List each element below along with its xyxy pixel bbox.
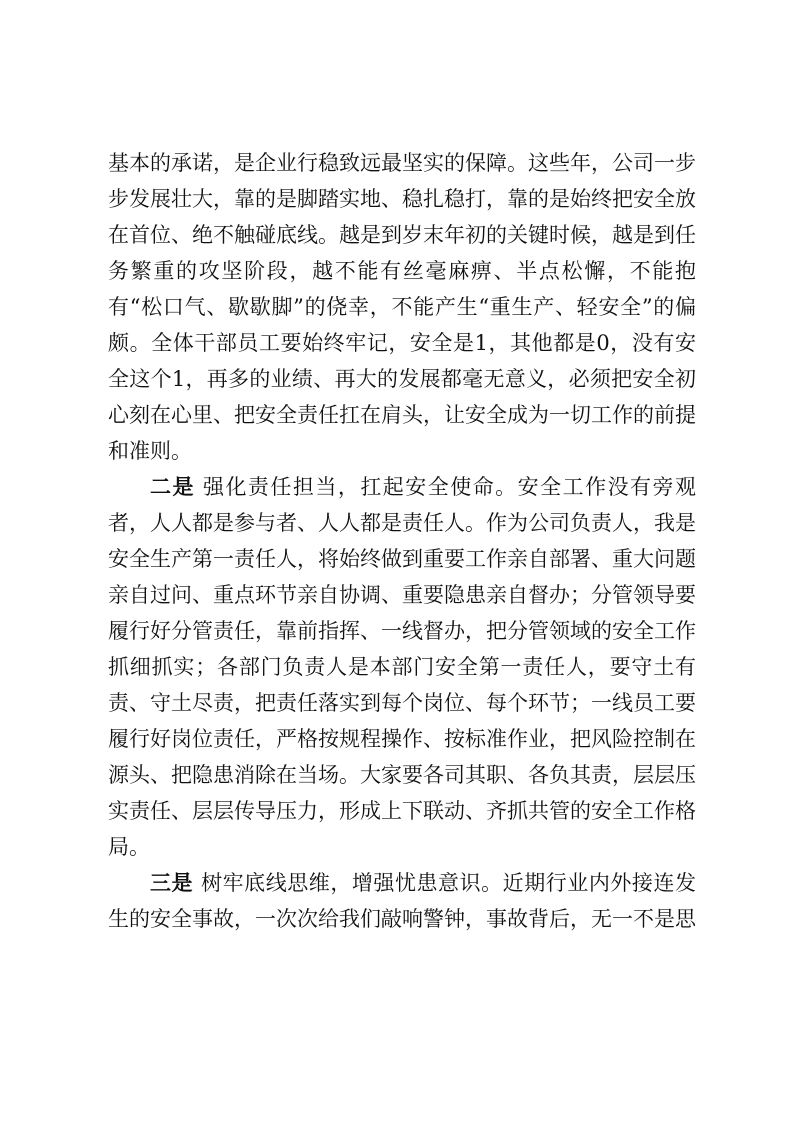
paragraph-3 — [108, 865, 696, 937]
paragraph-1 — [108, 145, 696, 469]
paragraph-2-text: 强化责任担当，扛起安全使命。安全工作没有旁观者，人人都是参与者、人人都是责任人。作为公司负责人，我是安全生产第一责任人，将始终做到重要工作亲自部署、重大问题亲自过问、重点环节亲自协调、重要隐患亲自督办；分管领导要履行好分管责任，靠前指挥、一线督办，把分管领域的安全工作抓细抓实；各部门负责人是本部门安全第一责任人，要守土有责、守土尽责，把责任落实到每个岗位、每个环节；一线员工要履行好岗位责任，严格按规程操作、按标准作业，把风险控制在源头、把隐患消除在当场。大家要各司其职、各负其责，层层压实责任、层层传导压力，形成上下联动、齐抓共管的安全工作格局。 — [108, 475, 697, 859]
paragraph-1-text: 基本的承诺，是企业行稳致远最坚实的保障。这些年，公司一步步发展壮大，靠的是脚踏实地、稳扎稳打，靠的是始终把安全放在首位、绝不触碰底线。越是到岁末年初的关键时候，越是到任务繁重的攻坚阶段，越不能有丝毫麻痹、半点松懈，不能抱有“松口气、歇歇脚”的侥幸，不能产生“重生产、轻安全”的偏颇。全体干部员工要始终牢记，安全是1，其他都是0，没有安全这个1，再多的业绩、再大的发展都毫无意义，必须把安全初心刻在心里、把安全责任扛在肩头，让安全成为一切工作的前提和准则。 — [108, 151, 696, 463]
paragraph-2 — [108, 469, 696, 865]
paragraph-3-lead: 三是 — [150, 870, 194, 895]
document-body — [108, 145, 696, 937]
paragraph-2-lead: 二是 — [150, 474, 195, 499]
paragraph-3-text: 树牢底线思维，增强忧患意识。近期行业内外接连发生的安全事故，一次次给我们敲响警钟，事故背后，无一不是思 — [108, 871, 697, 931]
